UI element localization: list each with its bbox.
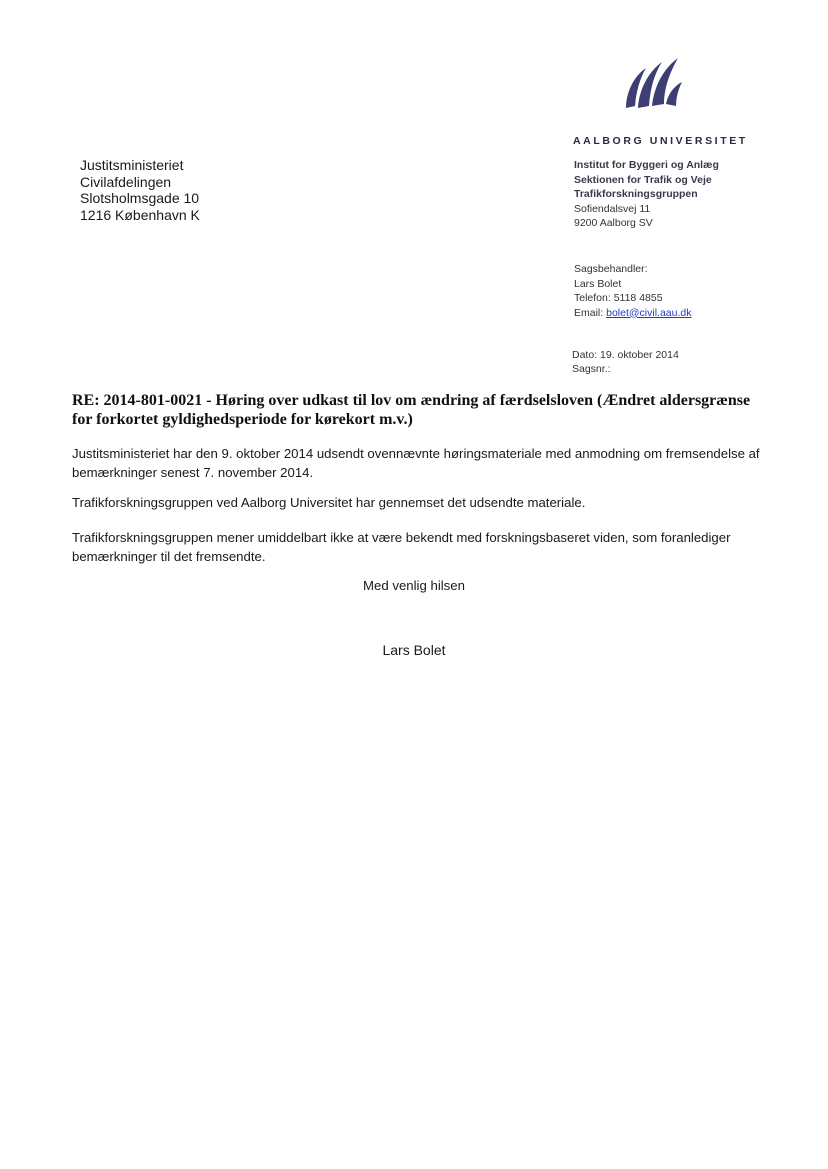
sender-city: 9200 Aalborg SV: [574, 217, 653, 229]
recipient-line: 1216 København K: [80, 206, 200, 223]
case-handler-name: Lars Bolet: [574, 277, 622, 290]
body-paragraph: Trafikforskningsgruppen ved Aalborg Universitet har gennemset det udsendte materiale.: [72, 495, 586, 510]
case-handler-block: [574, 262, 691, 320]
email-label: Email:: [574, 306, 604, 319]
body-paragraph: Trafikforskningsgruppen mener umiddelbart ikke at være bekendt med forskningsbaseret viden, som foranlediger bemærkninger til det fremsendte.: [72, 530, 731, 564]
letter-subject: RE: 2014-801-0021 - Høring over udkast til lov om ændring af færdselsloven (Ændret aldersgrænse for forkortet gyldighedsperiode for kørekort m.v.): [72, 392, 751, 428]
recipient-line: Civilafdelingen: [80, 173, 172, 190]
sender-institute: Institut for Byggeri og Anlæg: [574, 159, 719, 171]
body-paragraph: Justitsministeriet har den 9. oktober 2014 udsendt ovennævnte høringsmateriale med anmodning om fremsendelse af bemærkninger senest 7. november 2014.: [72, 446, 760, 480]
email-link[interactable]: bolet@civil.aau.dk: [606, 306, 692, 319]
closing-greeting: Med venlig hilsen: [363, 578, 465, 593]
case-handler-email-row: [574, 306, 691, 321]
recipient-line: Slotsholmsgade 10: [80, 190, 200, 206]
case-handler-label: Sagsbehandler:: [574, 263, 648, 275]
case-number: Sagsnr.:: [572, 363, 611, 375]
sender-address: [574, 158, 719, 231]
recipient-address: [80, 157, 200, 223]
date-block: [572, 348, 679, 376]
sender-section: Sektionen for Trafik og Veje: [574, 173, 712, 186]
case-handler-phone: Telefon: 5118 4855: [574, 292, 663, 304]
sender-group: Trafikforskningsgruppen: [574, 188, 698, 200]
signature-name: Lars Bolet: [382, 642, 446, 658]
aalborg-university-wave-logo-icon: [624, 56, 684, 114]
sender-street: Sofiendalsvej 11: [574, 202, 651, 215]
recipient-line: Justitsministeriet: [80, 157, 184, 173]
university-name: AALBORG UNIVERSITET: [573, 135, 748, 147]
letter-date: Dato: 19. oktober 2014: [572, 349, 679, 361]
